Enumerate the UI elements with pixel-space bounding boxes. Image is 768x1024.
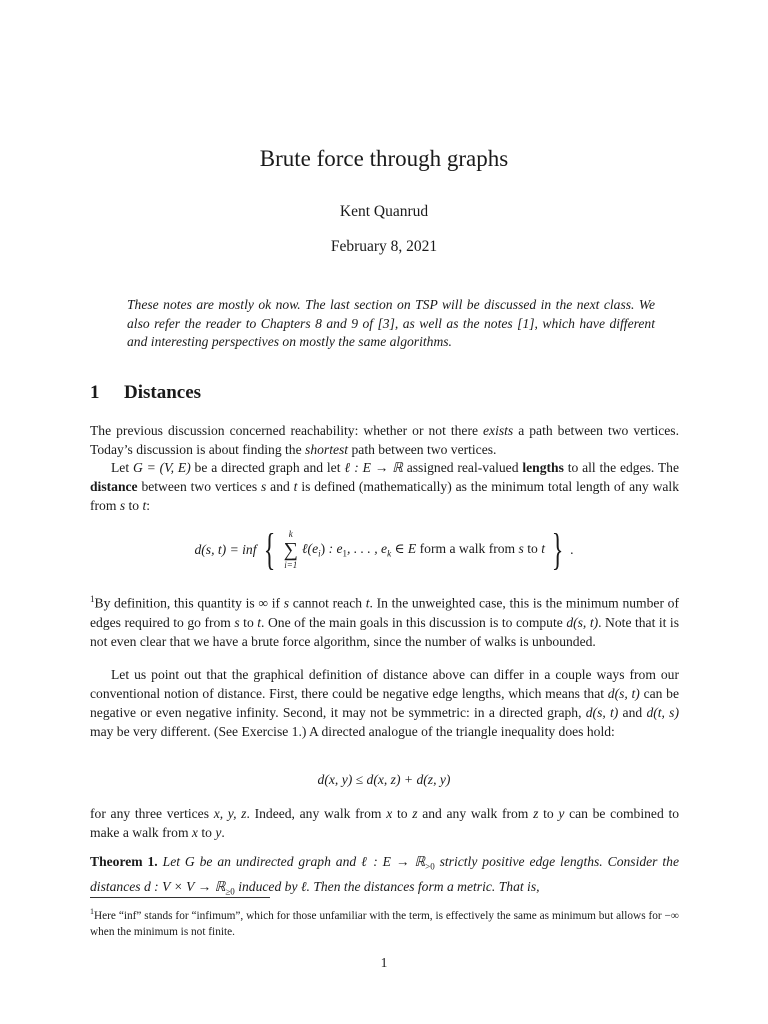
paper-title: Brute force through graphs [259,146,509,171]
summation: k ∑ i=1 [283,529,298,570]
footnote-divider [90,897,270,898]
paragraph-3: $^1$By definition, this quantity is ∞ if s cannot reach t. In the unweighted case, this is the minimum number of edges required to go from s to t. One of the main goals in this discussion is to compute d(s, t). Note that it is not even clear that we have a brute force algorithm, since the number of walks is unbounded. [90,594,679,649]
paper-date: February 8, 2021 [330,238,438,255]
footnote: $^1$Here “inf” stands for “infimum”, which for those unfamiliar with the term, is effectively the same as minimum but allows for −∞ when the minimum is not finite. [90,907,679,938]
abstract: These notes are mostly ok now. The last section on TSP will be discussed in the next class. We also refer the reader to Chapters 8 and 9 of [3], as well as the notes [1], which have different and interesting perspectives on mostly the same algorithms. [127,297,655,349]
author-name: Kent Quanrud [339,203,429,220]
theorem-1: Theorem 1. Let G be an undirected graph and ℓ : E → ℝ$_{>0}$ strictly positive edge lengths. Consider the distances d : V × V → ℝ$_{\ge 0}$ induced by ℓ. Then the distances form a metric. That is, [90,854,679,897]
paragraph-4: Let us point out that the graphical definition of distance above can differ in a couple ways from our conventional notion of distance. First, there could be negative edge lengths, which means that d(s, t) can be negative or even negative infinity. Second, it may not be symmetric: in a directed graph, d(s, t) and d(t, s) may be very different. (See Exercise 1.) A directed analogue of the triangle inequality does hold: [90,667,679,739]
paragraph-1: The previous discussion concerned reachability: whether or not there exists a path between two vertices. Today’s discussion is about finding the shortest path between two vertices. [90,423,679,457]
page-number: 1 [380,955,388,970]
theorem-label: Theorem 1. [90,854,158,869]
right-brace-icon: } [551,525,564,574]
section-title: Distances [124,382,202,403]
left-brace-icon: { [263,525,275,574]
section-heading [90,382,201,404]
section-number: 1 [90,382,100,403]
distance-equation: d(s, t) = inf { k ∑ i=1 $\ell(e_i)$ : $e_1$, . . . , $e_k$ ∈ E form a walk from s to t } . [194,525,574,574]
paragraph-2: Let G = (V, E) be a directed graph and let ℓ : E → ℝ assigned real-valued lengths to all the edges. The distance between two vertices s and t is defined (mathematically) as the minimum total length of any walk from s to t: [90,460,680,513]
paragraph-5: for any three vertices x, y, z. Indeed, any walk from x to z and any walk from z to y can be combined to make a walk from x to y. [90,806,680,840]
triangle-inequality-equation: d(x, y) ≤ d(x, z) + d(z, y) [317,772,451,787]
